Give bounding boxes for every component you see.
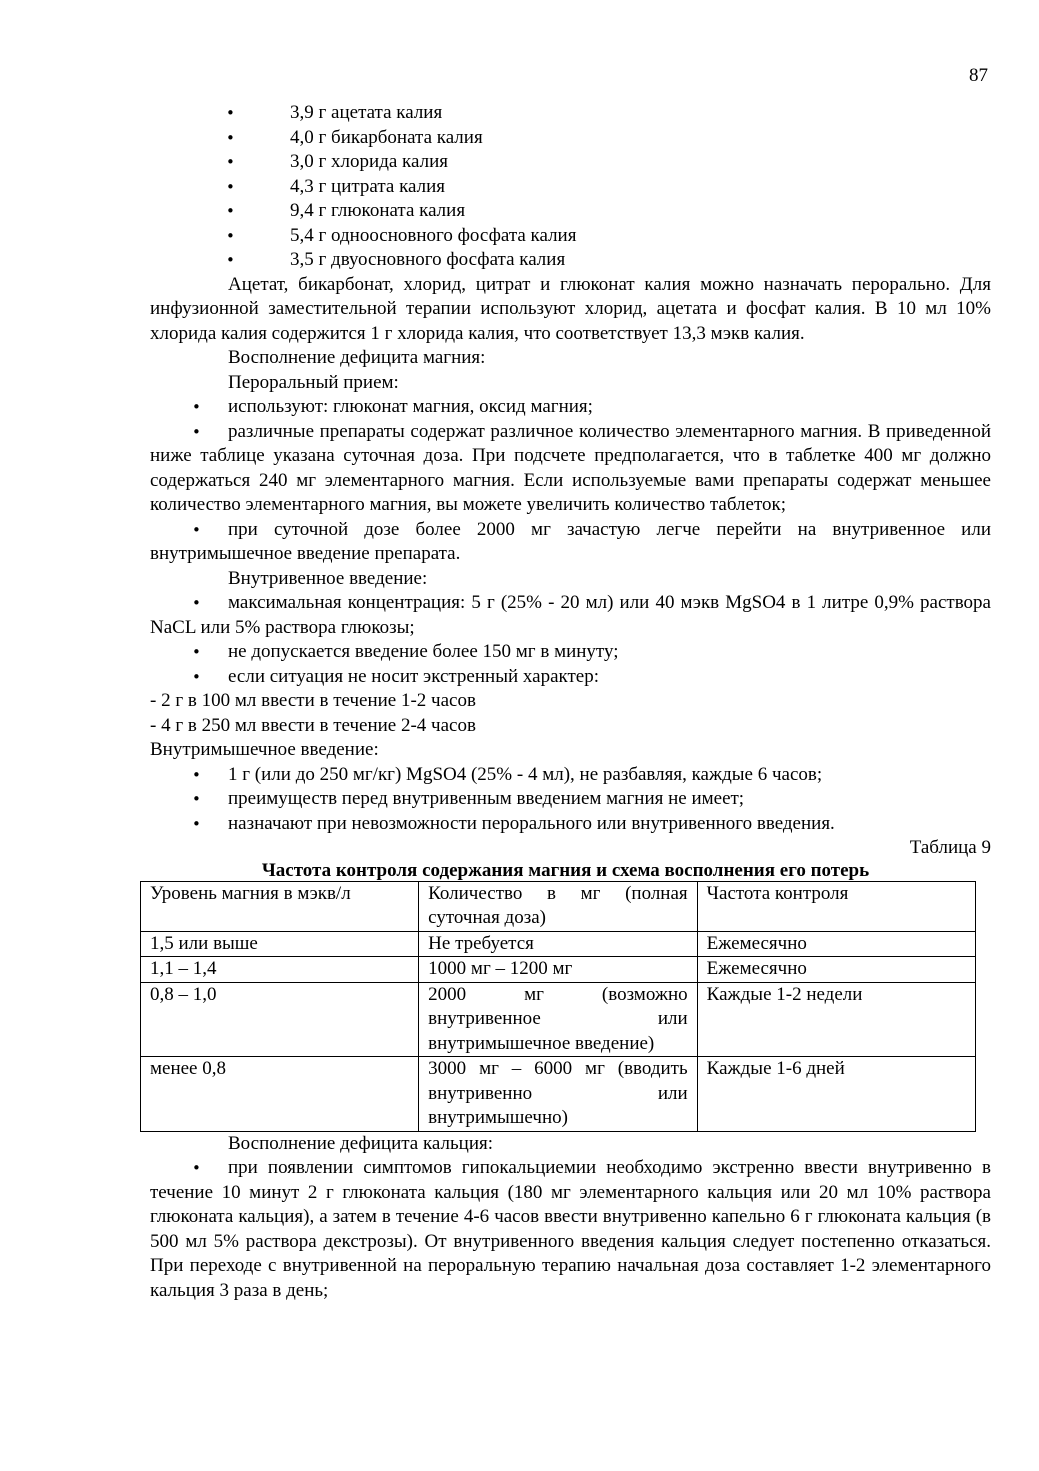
list-item: • используют: глюконат магния, оксид магния; xyxy=(150,395,991,420)
oral-heading: Пероральный прием: xyxy=(228,371,399,393)
list-item: • 3,0 г хлорида калия xyxy=(150,150,991,175)
table-header-cell: Количество в мг (полная суточная доза) xyxy=(419,881,697,931)
table-cell: 1,5 или выше xyxy=(141,931,419,957)
list-item: • 4,3 г цитрата калия xyxy=(150,175,991,200)
list-item: • максимальная концентрация: 5 г (25% - 20 мл) или 40 мэкв MgSO4 в 1 литре 0,9% раствора NaCL или 5% раствора глюкозы; xyxy=(150,591,991,640)
list-item: • преимуществ перед внутривенным введением магния не имеет; xyxy=(150,787,991,812)
oral-list xyxy=(150,395,991,567)
iv-dash-line: - 4 г в 250 мл ввести в течение 2-4 часов xyxy=(150,714,476,736)
iv-dash-line: - 2 г в 100 мл ввести в течение 1-2 часов xyxy=(150,690,476,711)
magnesium-table xyxy=(140,881,976,1132)
table-caption: Частота контроля содержания магния и схема восполнения его потерь xyxy=(261,859,870,881)
table-cell: Ежемесячно xyxy=(697,957,975,983)
list-item: • при появлении симптомов гипокальциемии необходимо экстренно ввести внутривенно в течение 10 минут 2 г глюконата кальция (180 мг элементарного кальция или 20 мл 10% раствора глюконата кальция), а затем в течение 4-6 часов ввести внутривенно капельно 6 г глюконата кальция (в 500 мл 5% раствора декстрозы). От внутривенного введения кальция следует постепенно отказаться. При переходе с внутривенной на пероральную терапию начальная доза составляет 1-2 элементарного кальция 3 раза в день; xyxy=(150,1156,991,1303)
im-heading: Внутримышечное введение: xyxy=(150,739,379,760)
list-item: • 1 г (или до 250 мг/кг) MgSO4 (25% - 4 мл), не разбавляя, каждые 6 часов; xyxy=(150,763,991,788)
table-cell: Не требуется xyxy=(419,931,697,957)
list-item: • назначают при невозможности перорального или внутривенного введения. xyxy=(150,812,991,837)
table-header-cell: Уровень магния в мэкв/л xyxy=(141,881,419,931)
potassium-salts-list xyxy=(150,101,991,273)
table-label: Таблица 9 xyxy=(909,837,991,858)
calcium-list xyxy=(150,1156,991,1303)
table-cell: Каждые 1-6 дней xyxy=(697,1057,975,1132)
table-row xyxy=(141,931,976,957)
table-cell: 1000 мг – 1200 мг xyxy=(419,957,697,983)
list-item: • если ситуация не носит экстренный характер: xyxy=(150,665,991,690)
list-item: • различные препараты содержат различное количество элементарного магния. В приведенной ниже таблице указана суточная доза. При подсчете предполагается, что в таблетке 400 мг должно содержаться 240 мг элементарного магния. Если используемые вами препараты содержат меньшее количество элементарного магния, вы можете увеличить количество таблеток; xyxy=(150,420,991,518)
calcium-heading: Восполнение дефицита кальция: xyxy=(228,1132,494,1154)
list-item: • 3,9 г ацетата калия xyxy=(150,101,991,126)
iv-heading: Внутривенное введение: xyxy=(228,567,428,589)
page-content xyxy=(150,101,991,1303)
iv-list xyxy=(150,591,991,689)
table-cell: Ежемесячно xyxy=(697,931,975,957)
im-list xyxy=(150,763,991,837)
table-cell: 1,1 – 1,4 xyxy=(141,957,419,983)
magnesium-heading: Восполнение дефицита магния: xyxy=(228,347,486,368)
list-item: • 3,5 г двуосновного фосфата калия xyxy=(150,248,991,273)
table-cell: 2000 мг (возможно внутривенное или внутримышечное введение) xyxy=(419,982,697,1057)
list-item: • не допускается введение более 150 мг в минуту; xyxy=(150,640,991,665)
table-cell: Каждые 1-2 недели xyxy=(697,982,975,1057)
page-number: 87 xyxy=(969,65,988,86)
table-row xyxy=(141,957,976,983)
table-cell: менее 0,8 xyxy=(141,1057,419,1132)
table-row xyxy=(141,1057,976,1132)
list-item: • 5,4 г одноосновного фосфата калия xyxy=(150,224,991,249)
list-item: • 4,0 г бикарбоната калия xyxy=(150,126,991,151)
list-item: • при суточной дозе более 2000 мг зачастую легче перейти на внутривенное или внутримышечное введение препарата. xyxy=(150,518,991,567)
list-item: • 9,4 г глюконата калия xyxy=(150,199,991,224)
table-row xyxy=(141,982,976,1057)
table-header-cell: Частота контроля xyxy=(697,881,975,931)
table-header-row xyxy=(141,881,976,931)
table-cell: 3000 мг – 6000 мг (вводить внутривенно или внутримышечно) xyxy=(419,1057,697,1132)
table-cell: 0,8 – 1,0 xyxy=(141,982,419,1057)
potassium-paragraph: Ацетат, бикарбонат, хлорид, цитрат и глюконат калия можно назначать перорально. Для инфузионной заместительной терапии используют хлорид, ацетата и фосфат калия. В 10 мл 10% хлорида калия содержится 1 г хлорида калия, что соответствует 13,3 мэкв калия. xyxy=(150,273,991,344)
